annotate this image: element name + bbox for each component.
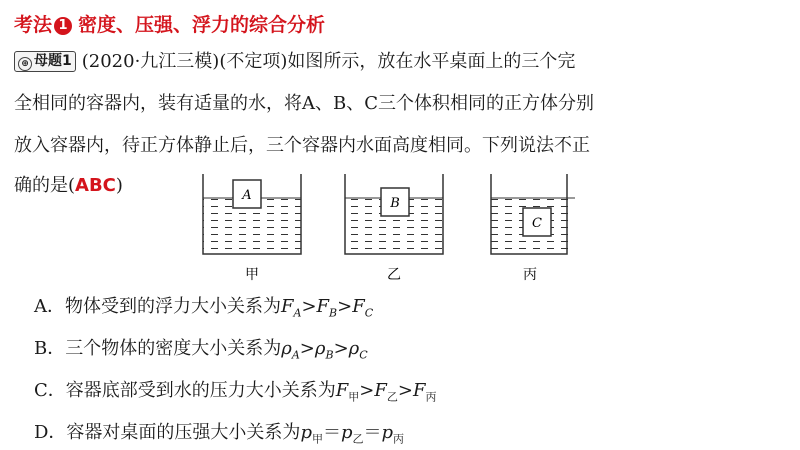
heading-prefix: 考法 bbox=[14, 14, 53, 36]
question-line-2 bbox=[14, 90, 594, 117]
container-bing bbox=[491, 174, 575, 283]
containers-figure bbox=[195, 168, 575, 290]
option-a-text: A．物体受到的浮力大小关系为 bbox=[34, 296, 281, 317]
question-line-4 bbox=[14, 172, 123, 199]
question-text-3: 放入容器内，待正方体静止后，三个容器内水面高度相同。下列说法不正 bbox=[14, 135, 590, 156]
option-c: C．容器底部受到水的压力大小关系为$F_甲>F_乙>F_丙$ bbox=[34, 380, 437, 404]
question-badge bbox=[14, 51, 76, 72]
caption-yi: 乙 bbox=[387, 267, 401, 283]
lock-icon: ⊕ bbox=[18, 57, 32, 71]
option-b-text: B．三个物体的密度大小关系为 bbox=[34, 338, 282, 359]
badge-label: 母题1 bbox=[34, 53, 72, 69]
heading-number-badge: 1 bbox=[54, 17, 72, 35]
section-heading bbox=[14, 10, 325, 37]
question-text-4: 确的是( bbox=[14, 175, 76, 196]
answer-close: ) bbox=[115, 175, 123, 196]
question-text-1: (2020·九江三模)(不定项)如图所示，放在水平桌面上的三个完 bbox=[81, 51, 576, 72]
option-b: B．三个物体的密度大小关系为$\rho_A>\rho_B>\rho_C$ bbox=[34, 338, 368, 362]
block-b-label: B bbox=[390, 196, 400, 211]
question-text-2: 全相同的容器内，装有适量的水，将A、B、C三个体积相同的正方体分别 bbox=[14, 93, 594, 114]
option-a: A．物体受到的浮力大小关系为$F_A>F_B>F_C$ bbox=[34, 296, 374, 320]
block-a-label: A bbox=[242, 188, 252, 203]
answer-text: ABC bbox=[75, 175, 116, 196]
heading-text: 密度、压强、浮力的综合分析 bbox=[78, 14, 326, 36]
caption-bing: 丙 bbox=[523, 267, 537, 283]
option-d-text: D．容器对桌面的压强大小关系为 bbox=[34, 422, 301, 443]
block-c-label: C bbox=[532, 216, 542, 231]
option-d: D．容器对桌面的压强大小关系为$p_甲=p_乙=p_丙$ bbox=[34, 422, 405, 446]
question-line-1 bbox=[14, 48, 575, 75]
container-jia bbox=[203, 174, 301, 283]
caption-jia: 甲 bbox=[245, 267, 259, 283]
container-yi bbox=[345, 174, 443, 283]
option-c-text: C．容器底部受到水的压力大小关系为 bbox=[34, 380, 336, 401]
question-line-3 bbox=[14, 132, 590, 159]
